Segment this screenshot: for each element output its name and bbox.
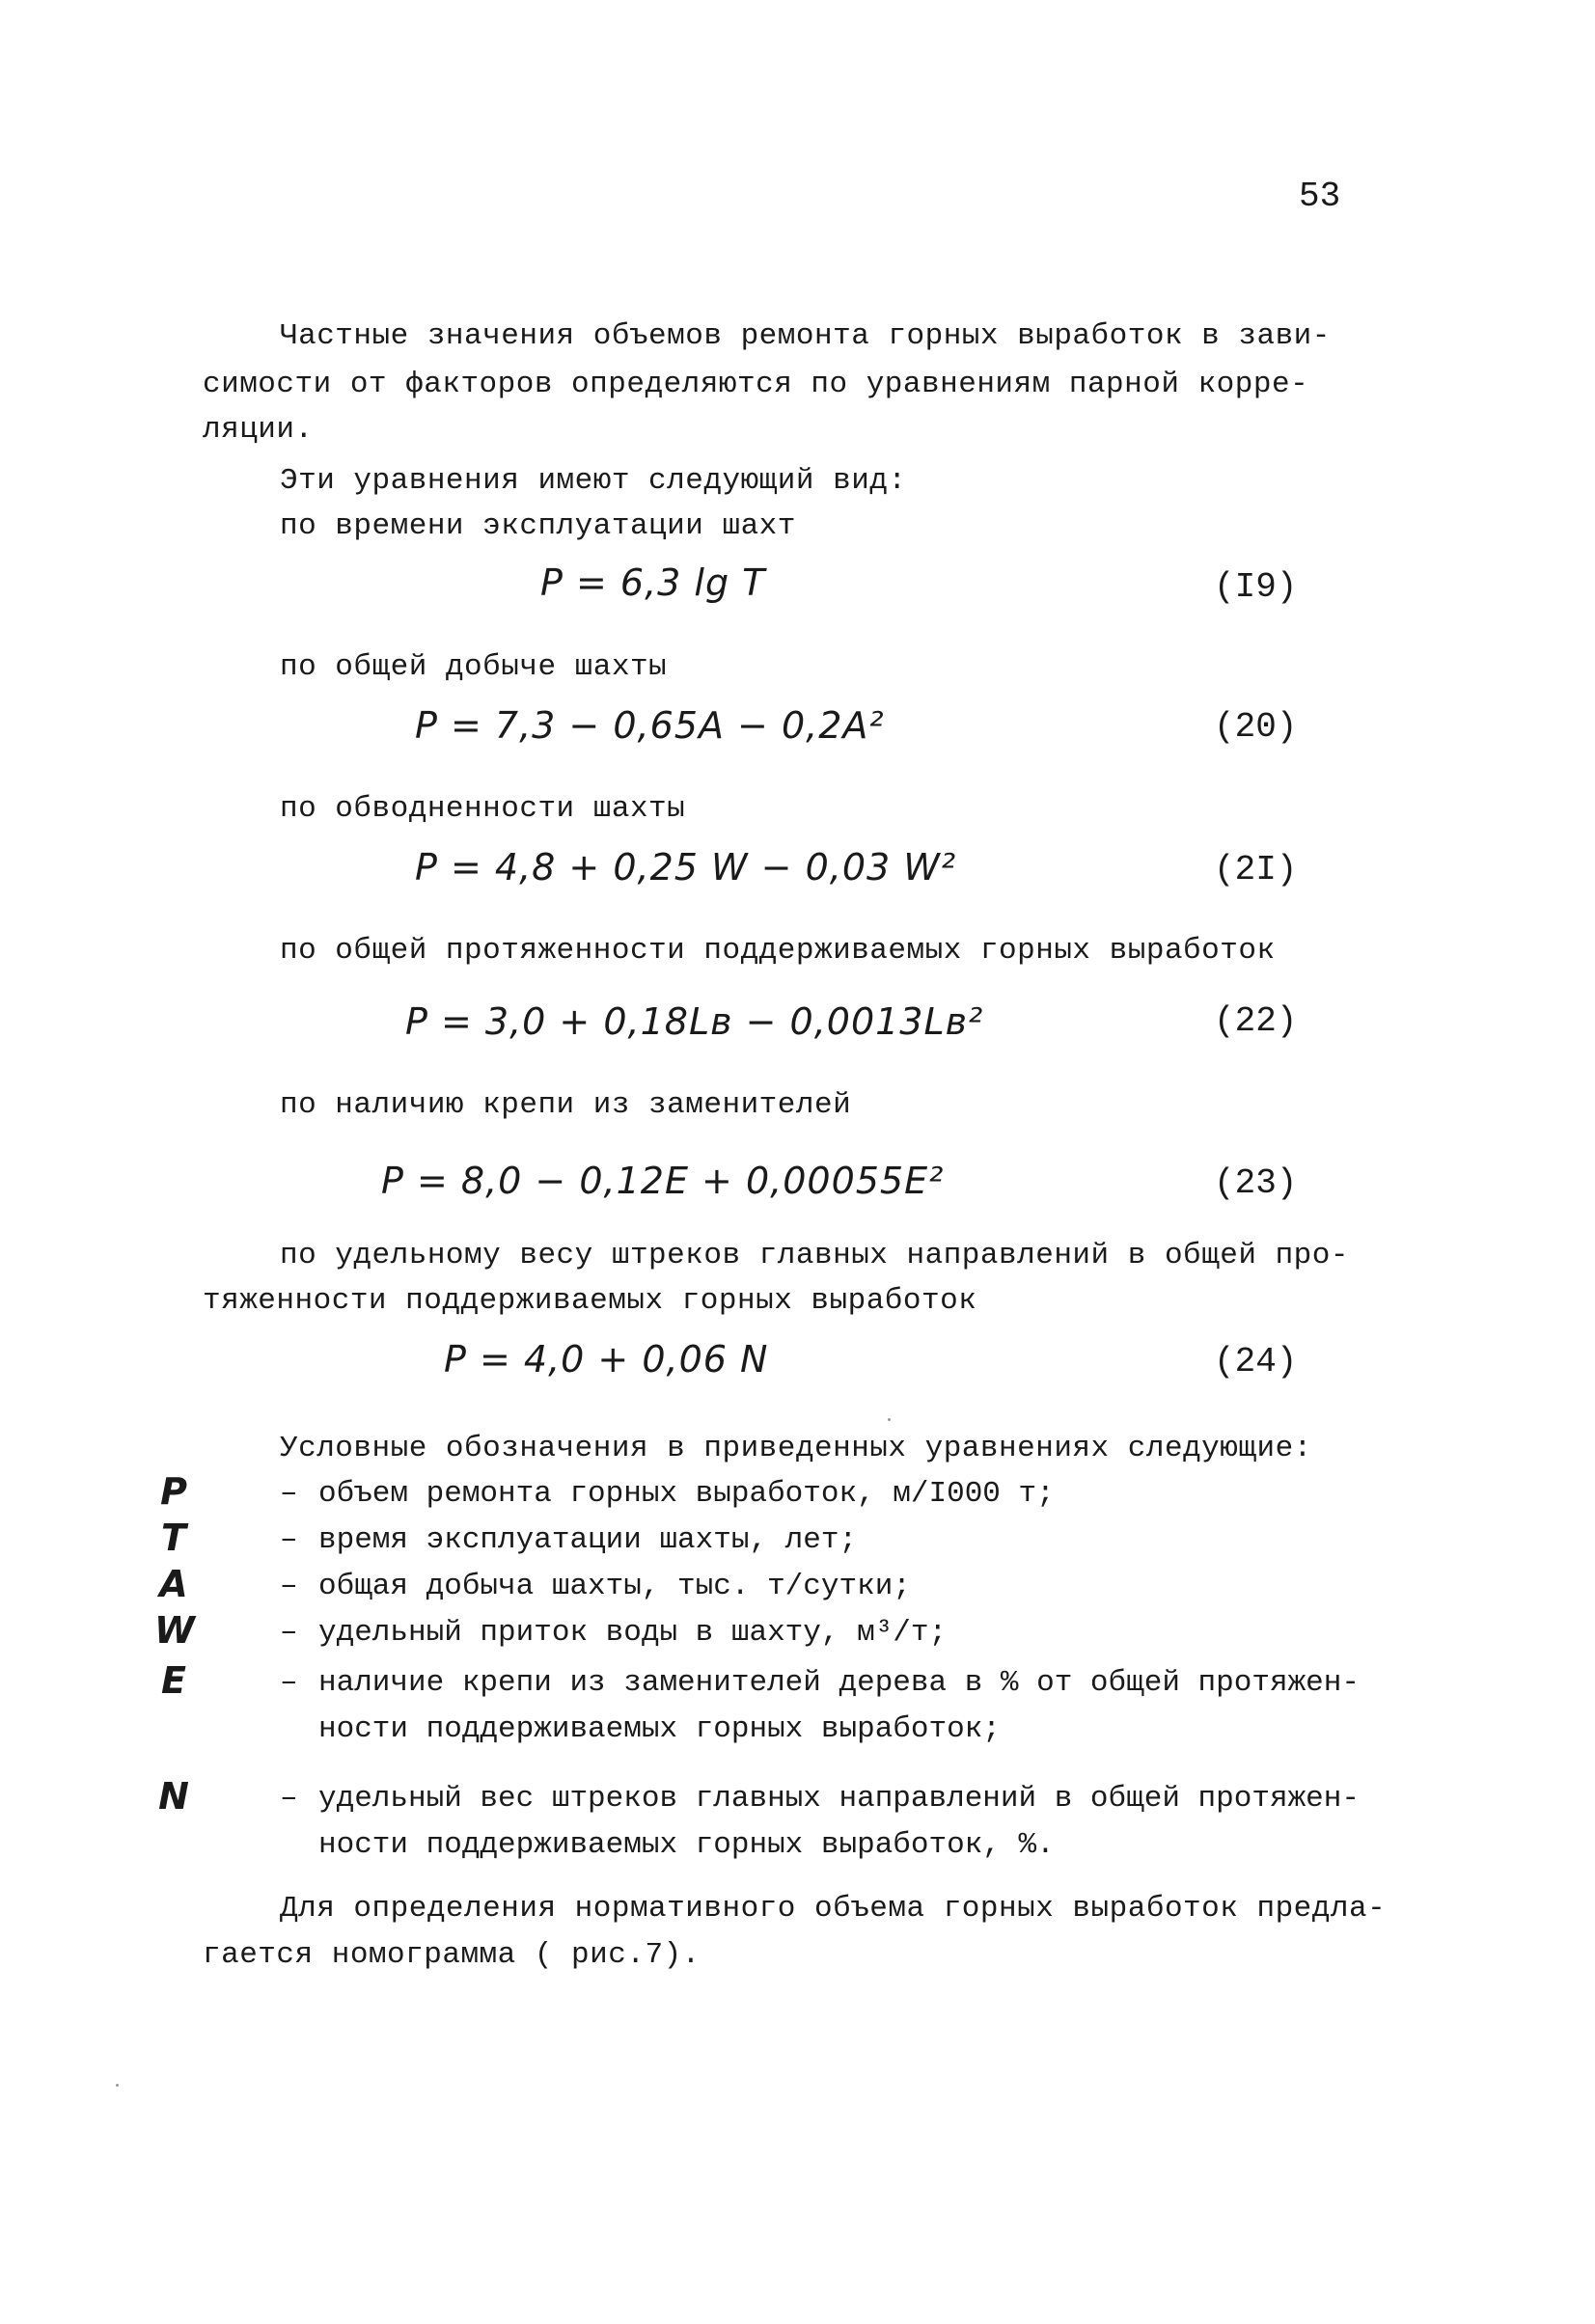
paragraph-line: ляции.	[203, 413, 314, 447]
legend-symbol: N	[158, 1775, 189, 1818]
legend-definition: наличие крепи из заменителей дерева в % от общей протяжен-	[318, 1666, 1360, 1700]
legend-dash: –	[280, 1782, 298, 1816]
legend-definition: объем ремонта горных выработок, м/I000 т;	[318, 1477, 1055, 1511]
legend-symbol: E	[161, 1659, 186, 1702]
equation-label: по удельному весу штреков главных направлений в общей про-	[280, 1239, 1349, 1272]
equation-formula: P = 8,0 − 0,12E + 0,00055E²	[381, 1160, 945, 1202]
equation-label: по общей протяженности поддерживаемых горных выработок	[280, 934, 1276, 968]
equation-label: по общей добыче шахты	[280, 650, 668, 684]
equation-formula: P = 7,3 − 0,65A − 0,2A²	[415, 704, 885, 747]
legend-symbol: T	[161, 1517, 186, 1559]
equation-formula: P = 6,3 lg T	[540, 561, 766, 604]
paragraph-line: Частные значения объемов ремонта горных выработок в зави-	[280, 319, 1331, 353]
legend-dash: –	[280, 1666, 298, 1700]
equation-label: по наличию крепи из заменителей	[280, 1088, 852, 1122]
page-number: 53	[1299, 177, 1341, 216]
legend-dash: –	[280, 1570, 298, 1603]
legend-definition: ности поддерживаемых горных выработок, %.	[318, 1828, 1055, 1862]
scan-speck	[888, 1418, 891, 1421]
legend-dash: –	[280, 1616, 298, 1650]
equation-formula: P = 4,0 + 0,06 N	[444, 1338, 769, 1381]
closing-line: гается номограмма ( рис.7).	[203, 1938, 701, 1972]
legend-symbol: P	[160, 1470, 187, 1513]
equation-label: тяженности поддерживаемых горных выработок	[203, 1284, 977, 1318]
legend-dash: –	[280, 1523, 298, 1557]
equation-number: (I9)	[1214, 567, 1298, 607]
legend-definition: общая добыча шахты, тыс. т/сутки;	[318, 1570, 911, 1603]
scan-speck	[116, 2084, 119, 2087]
legend-intro: Условные обозначения в приведенных уравнениях следующие:	[280, 1432, 1312, 1465]
equation-label: по обводненности шахты	[280, 792, 686, 826]
equation-number: (20)	[1214, 707, 1298, 747]
equation-formula: P = 4,8 + 0,25 W − 0,03 W²	[415, 846, 957, 889]
equation-number: (22)	[1214, 1001, 1298, 1041]
equation-number: (2I)	[1214, 850, 1298, 889]
equation-formula: P = 3,0 + 0,18Lв − 0,0013Lв²	[405, 1000, 984, 1043]
legend-definition: ности поддерживаемых горных выработок;	[318, 1712, 1001, 1746]
paragraph-line: симости от факторов определяются по уравнениям парной корре-	[203, 368, 1309, 401]
equation-number: (23)	[1214, 1163, 1298, 1203]
legend-symbol: A	[159, 1563, 188, 1605]
legend-definition: время эксплуатации шахты, лет;	[318, 1523, 858, 1557]
equation-label: по времени эксплуатации шахт	[280, 509, 796, 543]
equation-number: (24)	[1214, 1342, 1298, 1381]
legend-dash: –	[280, 1477, 298, 1511]
closing-line: Для определения нормативного объема горных выработок предла-	[280, 1892, 1387, 1926]
legend-definition: удельный приток воды в шахту, м³/т;	[318, 1616, 948, 1650]
legend-symbol: W	[154, 1609, 195, 1652]
legend-definition: удельный вес штреков главных направлений в общей протяжен-	[318, 1782, 1360, 1816]
intro-text: Эти уравнения имеют следующий вид:	[280, 464, 907, 498]
